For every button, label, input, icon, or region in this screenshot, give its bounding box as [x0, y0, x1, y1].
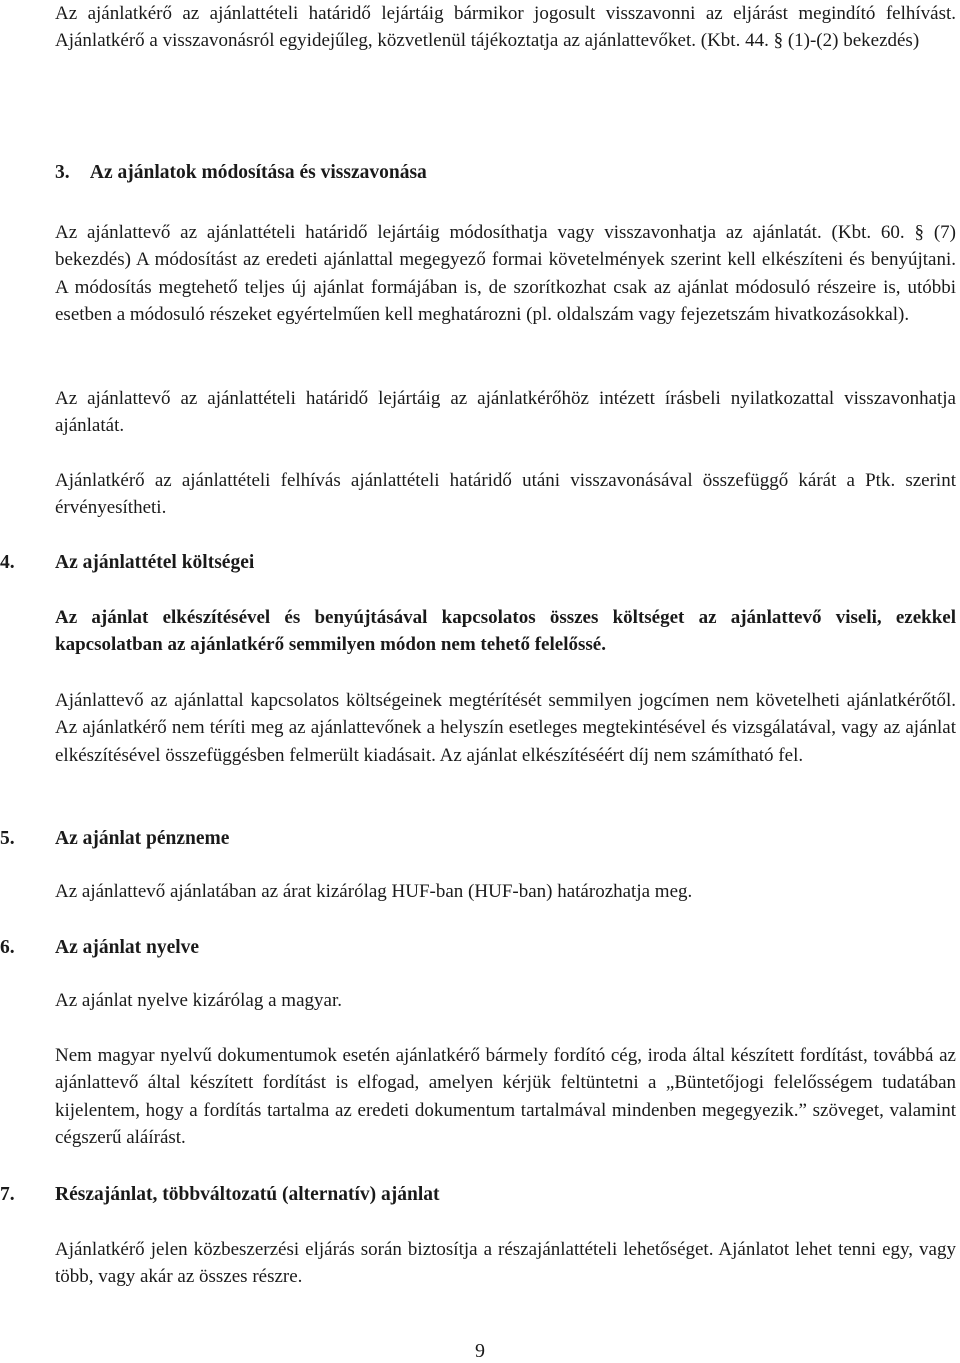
section-title: Az ajánlat pénzneme [55, 828, 230, 849]
section-heading-5 [0, 825, 229, 852]
section-title: Részajánlat, többváltozatú (alternatív) ajánlat [55, 1184, 440, 1205]
section-number: 7. [0, 1184, 15, 1205]
paragraph-translation: Nem magyar nyelvű dokumentumok esetén ajánlatkérő bármely fordító cég, iroda által készített fordítást, továbbá az ajánlattevő által készített fordítást is elfogad, amelyen kérjük feltüntetni a „Büntetőjogi felelősségem tudatában kijelentem, hogy a fordítás tartalma az eredeti dokumentum tartalmával mindenben megegyezik.” szöveget, valamint cégszerű aláírást. [55, 1045, 956, 1148]
paragraph-costs-reimbursement: Ajánlattevő az ajánlattal kapcsolatos költségeinek megtérítését semmilyen jogcímen nem követelheti ajánlatkérőtől. Az ajánlatkérő nem téríti meg az ajánlattevőnek a helyszín esetleges megtekintésével és vizsgálatával, vagy az ajánlat elkészítésével összefüggésben felmerült kiadásait. Az ajánlat elkészítéséért díj nem számítható fel. [55, 690, 956, 766]
section-heading-6 [0, 934, 199, 961]
section-heading-3 [55, 159, 427, 186]
paragraph-damages: Ajánlatkérő az ajánlattételi felhívás ajánlattételi határidő utáni visszavonásával összefüggő kárát a Ptk. szerint érvényesítheti. [55, 470, 956, 519]
paragraph-offer-withdrawal: Az ajánlattevő az ajánlattételi határidő lejártáig az ajánlatkérőhöz intézett írásbeli nyilatkozattal visszavonhatja ajánlatát. [55, 388, 956, 437]
paragraph-partial-offers: Ajánlatkérő jelen közbeszerzési eljárás során biztosítja a részajánlattételi lehetőséget. Ajánlatot lehet tenni egy, vagy több, vagy akár az összes részre. [55, 1239, 956, 1288]
section-number: 5. [0, 828, 15, 849]
section-title: Az ajánlattétel költségei [55, 552, 255, 573]
section-heading-4 [0, 549, 254, 576]
paragraph-language: Az ajánlat nyelve kizárólag a magyar. [55, 990, 342, 1011]
section-number: 6. [0, 937, 15, 958]
section-number: 3. [55, 162, 70, 183]
paragraph-withdrawal-of-invitation: Az ajánlatkérő az ajánlattételi határidő lejártáig bármikor jogosult visszavonni az eljárást megindító felhívást. Ajánlatkérő a visszavonásról egyidejűleg, közvetlenül tájékoztatja az ajánlattevőket. (Kbt. 44. § (1)-(2) bekezdés) [55, 3, 956, 52]
section-title: Az ajánlat nyelve [55, 937, 200, 958]
section-heading-7 [0, 1181, 440, 1208]
page-number: 9 [475, 1340, 485, 1362]
paragraph-currency: Az ajánlattevő ajánlatában az árat kizárólag HUF-ban (HUF-ban) határozhatja meg. [55, 881, 693, 902]
paragraph-offer-modification: Az ajánlattevő az ajánlattételi határidő lejártáig módosíthatja vagy visszavonhatja az ajánlatát. (Kbt. 60. § (7) bekezdés) A módosítást az eredeti ajánlattal megegyező formai követelmények szerint kell elkészíteni és benyújtani. A módosítás megtehető teljes új ajánlat formájában is, de szorítkozhat csak az ajánlat módosuló részeire is, utóbbi esetben a módosuló részeket egyértelműen kell meghatározni (pl. oldalszám vagy fejezetszám hivatkozásokkal). [55, 222, 956, 325]
paragraph-costs-bold: Az ajánlat elkészítésével és benyújtásával kapcsolatos összes költséget az ajánlattevő viseli, ezekkel kapcsolatban az ajánlatkérő semmilyen módon nem tehető felelőssé. [55, 607, 956, 656]
section-title: Az ajánlatok módosítása és visszavonása [89, 162, 427, 183]
section-number: 4. [0, 552, 15, 573]
